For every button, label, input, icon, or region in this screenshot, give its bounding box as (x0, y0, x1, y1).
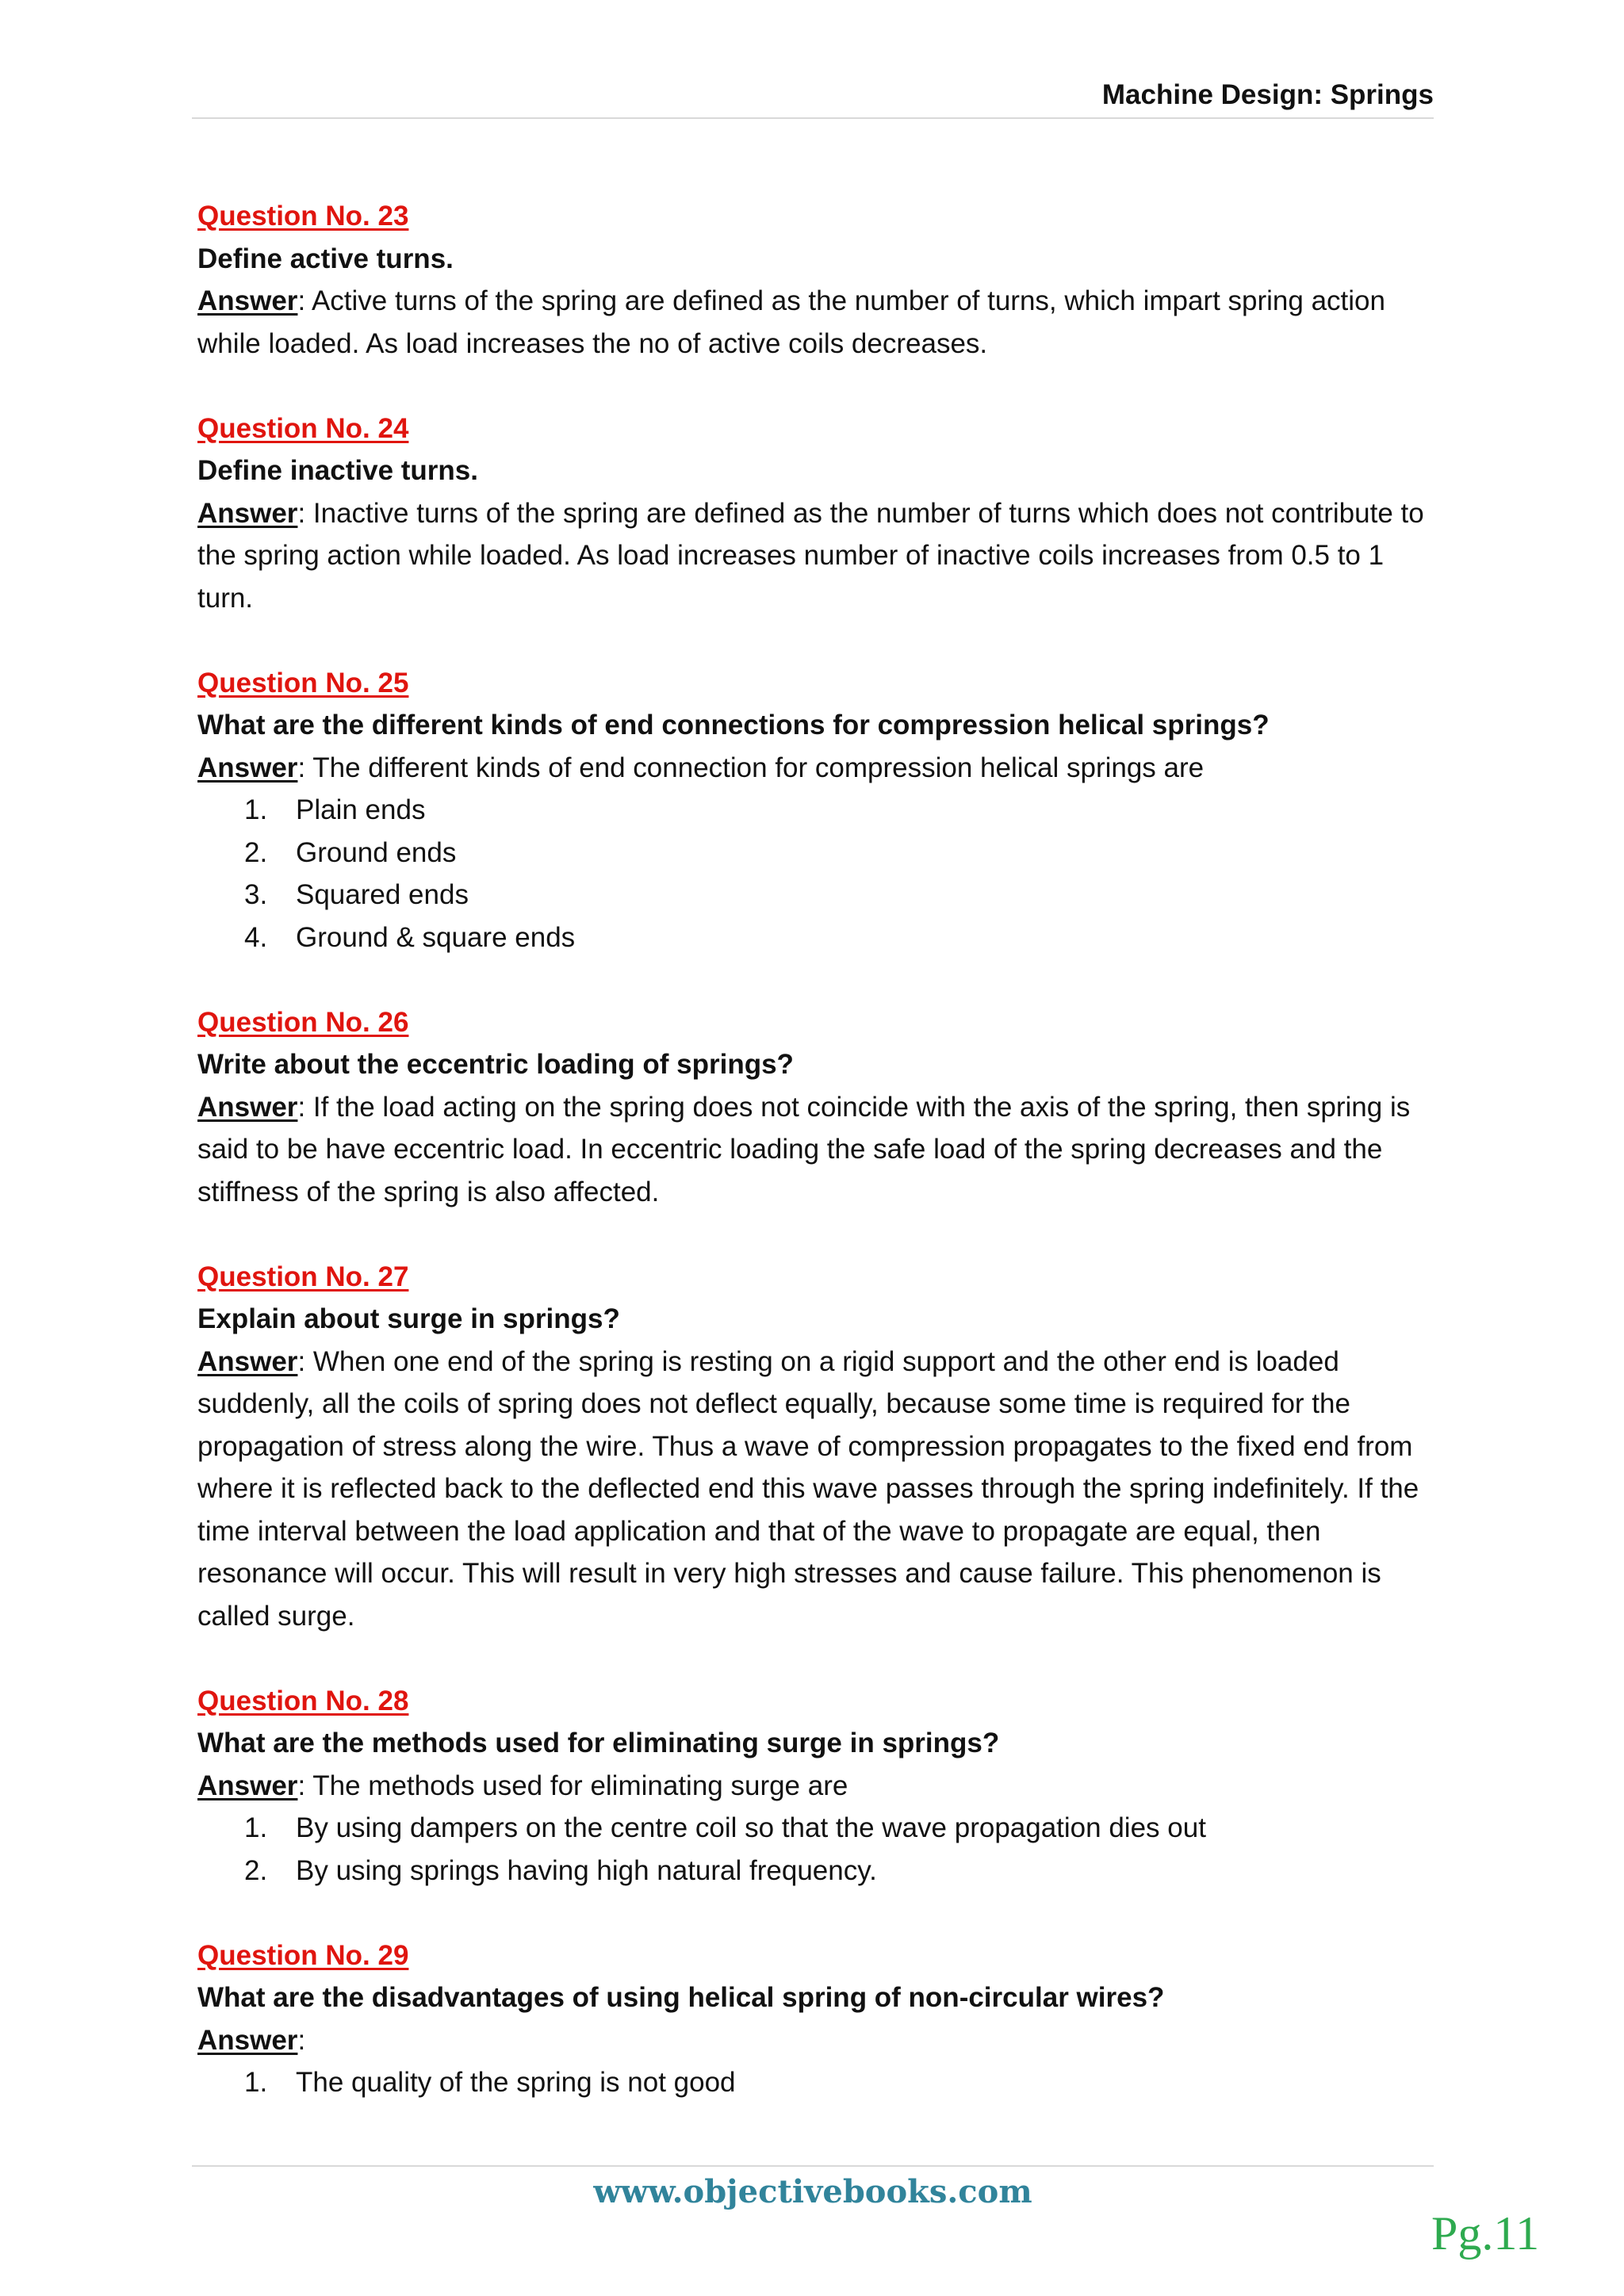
list-item-text: Squared ends (296, 879, 469, 910)
question-block (197, 195, 1442, 365)
answer-paragraph (197, 1765, 1442, 1808)
answer-paragraph (197, 1341, 1442, 1638)
answer-text: : When one end of the spring is resting on a rigid support and the other end is loaded suddenly, all the coils of spring does not deflect equally, because some time is required for the propagation of stress along the wire. Thus a wave of compression propagates to the fixed end from where it is reflected back to the deflected end this wave passes through the spring indefinitely. If the time interval between the load application and that of the wave to propagate are equal, then resonance will occur. This will result in very high stresses and cause failure. This phenomenon is called surge. (197, 1345, 1419, 1632)
question-heading: Question No. 24 (197, 412, 409, 444)
page-footer (192, 2165, 1434, 2210)
question-text: Write about the eccentric loading of springs? (197, 1049, 794, 1080)
answer-list (197, 2061, 1442, 2104)
question-block (197, 1680, 1442, 1892)
answer-paragraph (197, 747, 1442, 790)
answer-label: Answer (197, 1091, 298, 1123)
footer-website-link[interactable]: www.objectivebooks.com (593, 2173, 1032, 2210)
list-item-text: Ground & square ends (296, 921, 576, 953)
question-heading: Question No. 23 (197, 201, 409, 232)
question-block (197, 1934, 1442, 2104)
question-heading: Question No. 29 (197, 1939, 409, 1971)
answer-label: Answer (197, 497, 298, 529)
list-item-text: Plain ends (296, 794, 426, 825)
answer-label: Answer (197, 2024, 298, 2056)
list-item-number: 2. (244, 836, 268, 868)
answer-paragraph (197, 492, 1442, 620)
answer-text: : Active turns of the spring are defined as the number of turns, which impart spring action while loaded. As load increases the no of active coils decreases. (197, 285, 1385, 359)
question-block (197, 1001, 1442, 1214)
question-text: What are the different kinds of end connections for compression helical springs? (197, 710, 1270, 740)
question-text: What are the disadvantages of using helical spring of non-circular wires? (197, 1982, 1165, 2013)
question-heading: Question No. 27 (197, 1261, 409, 1292)
page-header (192, 75, 1434, 119)
answer-list (197, 789, 1442, 959)
answer-label: Answer (197, 285, 298, 316)
question-heading: Question No. 28 (197, 1685, 409, 1716)
answer-label: Answer (197, 752, 298, 783)
answer-label: Answer (197, 1770, 298, 1801)
question-block (197, 662, 1442, 959)
list-item (197, 2061, 1442, 2104)
list-item (197, 1850, 1442, 1892)
question-text: Explain about surge in springs? (197, 1303, 620, 1334)
answer-text: : (297, 2024, 306, 2056)
answer-list (197, 1807, 1442, 1892)
question-heading: Question No. 25 (197, 667, 409, 698)
answer-paragraph (197, 280, 1442, 365)
list-item (197, 874, 1442, 916)
answer-paragraph (197, 2019, 1442, 2062)
list-item (197, 832, 1442, 874)
list-item-number: 1. (244, 2067, 268, 2098)
question-heading: Question No. 26 (197, 1006, 409, 1038)
header-title: Machine Design: Springs (1101, 79, 1434, 110)
list-item-text: By using dampers on the centre coil so that the wave propagation dies out (296, 1812, 1206, 1843)
list-item-number: 4. (244, 921, 268, 953)
answer-text: : The methods used for eliminating surge are (297, 1770, 848, 1801)
list-item-number: 2. (244, 1854, 268, 1886)
question-text: Define inactive turns. (197, 455, 478, 486)
question-block (197, 408, 1442, 620)
question-block (197, 1256, 1442, 1638)
list-item (197, 789, 1442, 832)
list-item (197, 1807, 1442, 1850)
list-item-number: 3. (244, 879, 268, 910)
answer-text: : The different kinds of end connection for compression helical springs are (297, 752, 1205, 783)
list-item-number: 1. (244, 794, 268, 825)
qa-content (197, 195, 1442, 2146)
page-number: Pg.11 (1431, 2207, 1540, 2260)
answer-text: : Inactive turns of the spring are defined as the number of turns which does not contribute to the spring action while loaded. As load increases number of inactive coils increases from 0.5 to 1 turn. (197, 497, 1424, 614)
list-item-number: 1. (244, 1812, 268, 1843)
list-item (197, 916, 1442, 959)
answer-label: Answer (197, 1345, 298, 1377)
list-item-text: The quality of the spring is not good (296, 2067, 736, 2098)
answer-text: : If the load acting on the spring does not coincide with the axis of the spring, then spring is said to be have eccentric load. In eccentric loading the safe load of the spring decreases and the stiffness of the spring is also affected. (197, 1091, 1411, 1207)
list-item-text: By using springs having high natural frequency. (296, 1854, 877, 1886)
list-item-text: Ground ends (296, 836, 457, 868)
answer-paragraph (197, 1086, 1442, 1214)
question-text: Define active turns. (197, 243, 454, 274)
question-text: What are the methods used for eliminating surge in springs? (197, 1728, 1000, 1758)
